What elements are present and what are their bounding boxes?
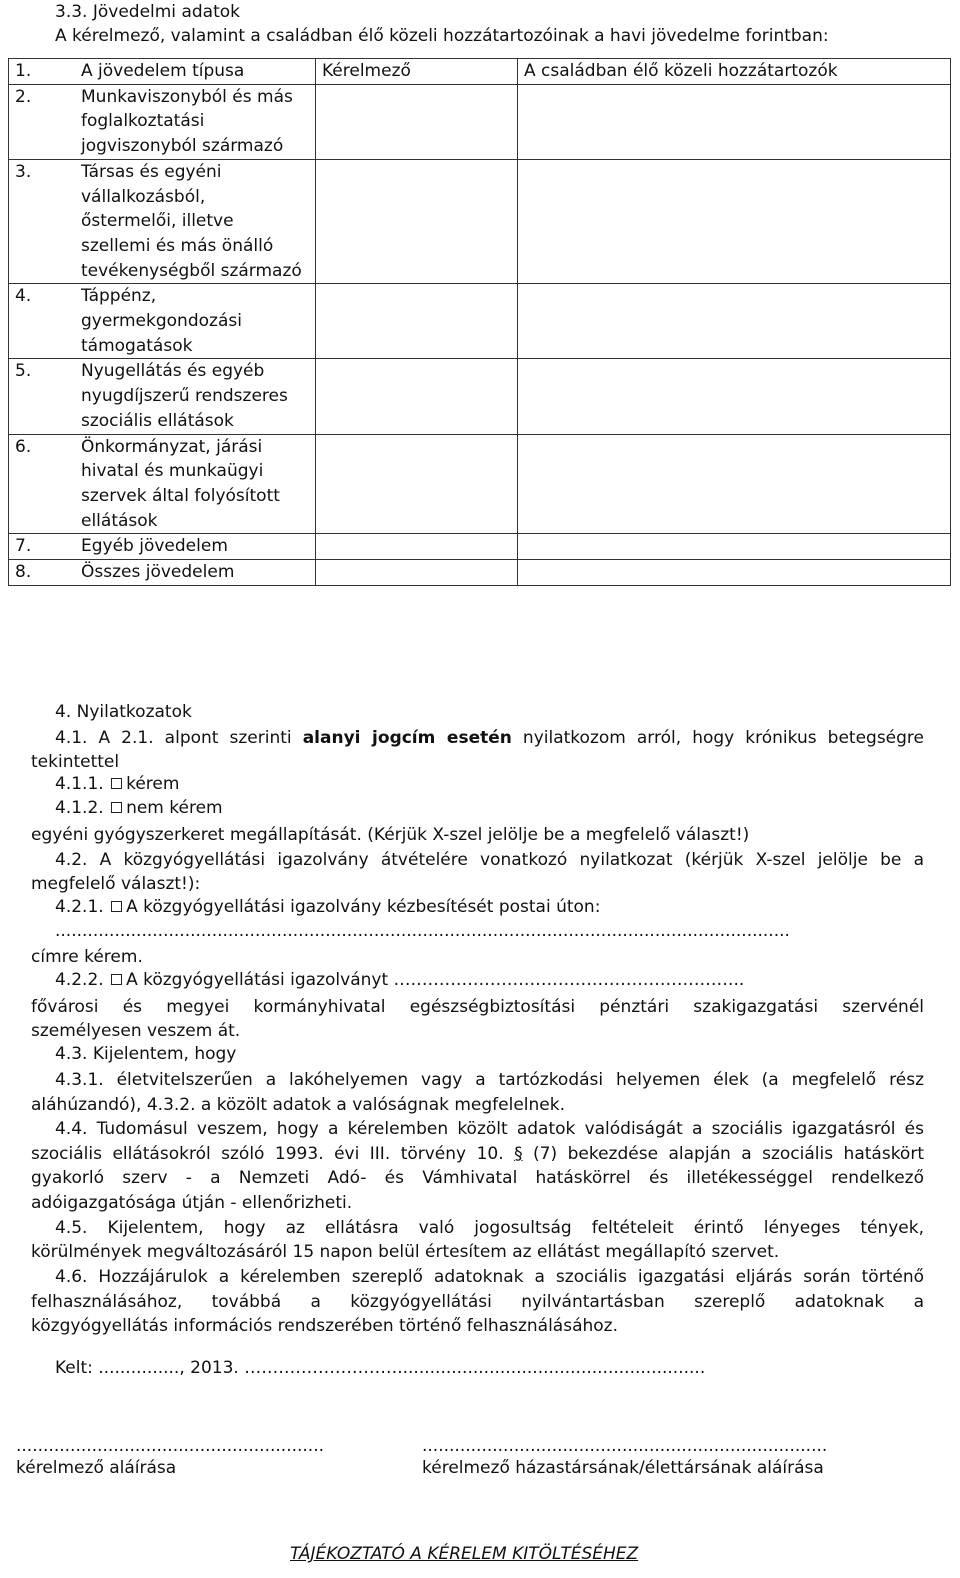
paragraph-4-4-cont3: adóigazgatósága útján - ellenőrizheti. — [31, 1193, 353, 1213]
table-row — [9, 560, 951, 586]
applicant-signature-label: kérelmező aláírása — [16, 1458, 177, 1478]
table-row — [9, 359, 951, 434]
row-number: 6. — [15, 436, 32, 457]
checkbox-icon[interactable] — [111, 974, 122, 985]
option-4-2-2[interactable]: 4.2.2. A közgyógyellátási igazolványt …………………………………………………….. — [55, 970, 745, 990]
row-number: 5. — [15, 361, 32, 382]
header-type-cell — [9, 59, 316, 85]
paragraph-4-2-1-end: címre kérem. — [31, 947, 143, 967]
table-row — [9, 159, 951, 284]
row-label: Társas és egyéni vállalkozásból, őstermelői, illetve szellemi és más önálló tevékenységből származó — [81, 161, 302, 281]
family-income-cell[interactable] — [518, 84, 951, 159]
applicant-income-cell[interactable] — [316, 560, 518, 586]
table-row — [9, 534, 951, 560]
paragraph-4-1: 4.1. A 2.1. alpont szerinti alanyi jogcím esetén nyilatkozom arról, hogy krónikus betegségre — [55, 728, 924, 748]
applicant-signature-line[interactable]: ......................................................... — [16, 1436, 325, 1456]
paragraph-4-4-cont: szociális ellátásokról szóló 1993. évi III. törvény 10. § (7) bekezdése alapján a szociális hatáskört — [31, 1144, 924, 1164]
paragraph-4-3-1: 4.3.1. életvitelszerűen a lakóhelyemen vagy a tartózkodási helyemen élek (a megfelelő rész — [55, 1070, 924, 1090]
paragraph-4-4: 4.4. Tudomásul veszem, hogy a kérelemben közölt adatok valódiságát a szociális igazgatásról és — [55, 1119, 924, 1139]
applicant-income-cell[interactable] — [316, 534, 518, 560]
paragraph-4-2-2-cont: személyesen veszem át. — [31, 1021, 241, 1041]
row-number: 1. — [15, 61, 32, 81]
checkbox-icon[interactable] — [111, 802, 122, 813]
date-place-field[interactable]: Kelt: ..............., 2013. ………………………......................................................... — [55, 1358, 706, 1378]
paragraph-4-3: 4.3. Kijelentem, hogy — [55, 1044, 237, 1064]
applicant-income-cell[interactable] — [316, 84, 518, 159]
applicant-income-cell[interactable] — [316, 434, 518, 534]
section-intro: A kérelmező, valamint a családban élő közeli hozzátartozóinak a havi jövedelme forintban: — [55, 26, 829, 46]
row-label: Önkormányzat, járási hivatal és munkaügyi szervek által folyósított ellátások — [81, 436, 280, 531]
row-number: 3. — [15, 161, 32, 182]
family-income-cell[interactable] — [518, 560, 951, 586]
paragraph-4-4-cont2: gyakorló szerv - a Nemzeti Adó- és Vámhivatal hatáskörrel és illetékességgel rendelkező — [31, 1168, 924, 1188]
paragraph-4-6-cont: felhasználásához, továbbá a közgyógyellátási nyilvántartásban szereplő adatoknak a — [31, 1292, 924, 1312]
row-label: Munkaviszonyból és más foglalkoztatási jogviszonyból származó — [81, 86, 293, 157]
paragraph-4-2-2: fővárosi és megyei kormányhivatal egészségbiztosítási pénztári szakigazgatási szervénél — [31, 997, 924, 1017]
paragraph-4-2: 4.2. A közgyógyellátási igazolvány átvételére vonatkozó nyilatkozat (kérjük X-szel jelölje be a — [55, 850, 924, 870]
option-4-1-2[interactable]: 4.1.2. nem kérem — [55, 798, 223, 818]
paragraph-4-6: 4.6. Hozzájárulok a kérelemben szereplő adatoknak a szociális igazgatási eljárás során történő — [55, 1267, 924, 1287]
row-label: Táppénz, gyermekgondozási támogatások — [81, 286, 242, 356]
row-number: 2. — [15, 86, 32, 107]
paragraph-4-5: 4.5. Kijelentem, hogy az ellátásra való jogosultság feltételeit érintő lényeges tények, — [55, 1218, 924, 1238]
checkbox-icon[interactable] — [111, 778, 122, 789]
row-number: 4. — [15, 286, 32, 307]
option-4-2-1[interactable]: 4.2.1. A közgyógyellátási igazolvány kézbesítését postai úton: — [55, 897, 601, 917]
table-row — [9, 434, 951, 534]
paragraph-4-3-1-cont: aláhúzandó), 4.3.2. a közölt adatok a valóságnak megfelelnek. — [31, 1095, 566, 1115]
applicant-income-cell[interactable] — [316, 359, 518, 434]
row-label: Egyéb jövedelem — [81, 536, 228, 557]
table-row — [9, 84, 951, 159]
paragraph-4-1-end: egyéni gyógyszerkeret megállapítását. (Kérjük X-szel jelölje be a megfelelő választ!) — [31, 825, 750, 845]
option-4-1-1[interactable]: 4.1.1. kérem — [55, 774, 180, 794]
family-income-cell[interactable] — [518, 534, 951, 560]
applicant-income-cell[interactable] — [316, 284, 518, 359]
checkbox-icon[interactable] — [111, 901, 122, 912]
table-header-row — [9, 59, 951, 85]
header-applicant: Kérelmező — [316, 59, 518, 85]
row-number: 7. — [15, 536, 32, 557]
row-label: Összes jövedelem — [81, 562, 235, 583]
row-label: Nyugellátás és egyéb nyugdíjszerű rendszeres szociális ellátások — [81, 361, 288, 431]
address-blank[interactable]: ........................................................................................................................................ — [55, 921, 790, 941]
section-heading: 3.3. Jövedelmi adatok — [55, 2, 240, 22]
family-income-cell[interactable] — [518, 284, 951, 359]
header-type: A jövedelem típusa — [81, 61, 245, 81]
spouse-signature-line[interactable]: ........................................................................... — [422, 1436, 828, 1456]
paragraph-4-6-cont2: közgyógyellátás információs rendszerében történő felhasználásához. — [31, 1316, 619, 1336]
paragraph-4-2-cont: megfelelő választ!): — [31, 874, 201, 894]
family-income-cell[interactable] — [518, 359, 951, 434]
next-section-title: TÁJÉKOZTATÓ A KÉRELEM KITÖLTÉSÉHEZ — [290, 1544, 639, 1564]
header-family: A családban élő közeli hozzátartozók — [518, 59, 951, 85]
spouse-signature-label: kérelmező házastársának/élettársának aláírása — [422, 1458, 824, 1478]
paragraph-4-5-cont: körülmények megváltozásáról 15 napon belül értesítem az ellátást megállapító szervet. — [31, 1242, 780, 1262]
declarations-heading: 4. Nyilatkozatok — [55, 702, 192, 722]
table-row — [9, 284, 951, 359]
paragraph-4-1-cont: tekintettel — [31, 752, 120, 772]
applicant-income-cell[interactable] — [316, 159, 518, 284]
family-income-cell[interactable] — [518, 434, 951, 534]
family-income-cell[interactable] — [518, 159, 951, 284]
row-number: 8. — [15, 562, 32, 583]
income-table — [8, 58, 951, 586]
